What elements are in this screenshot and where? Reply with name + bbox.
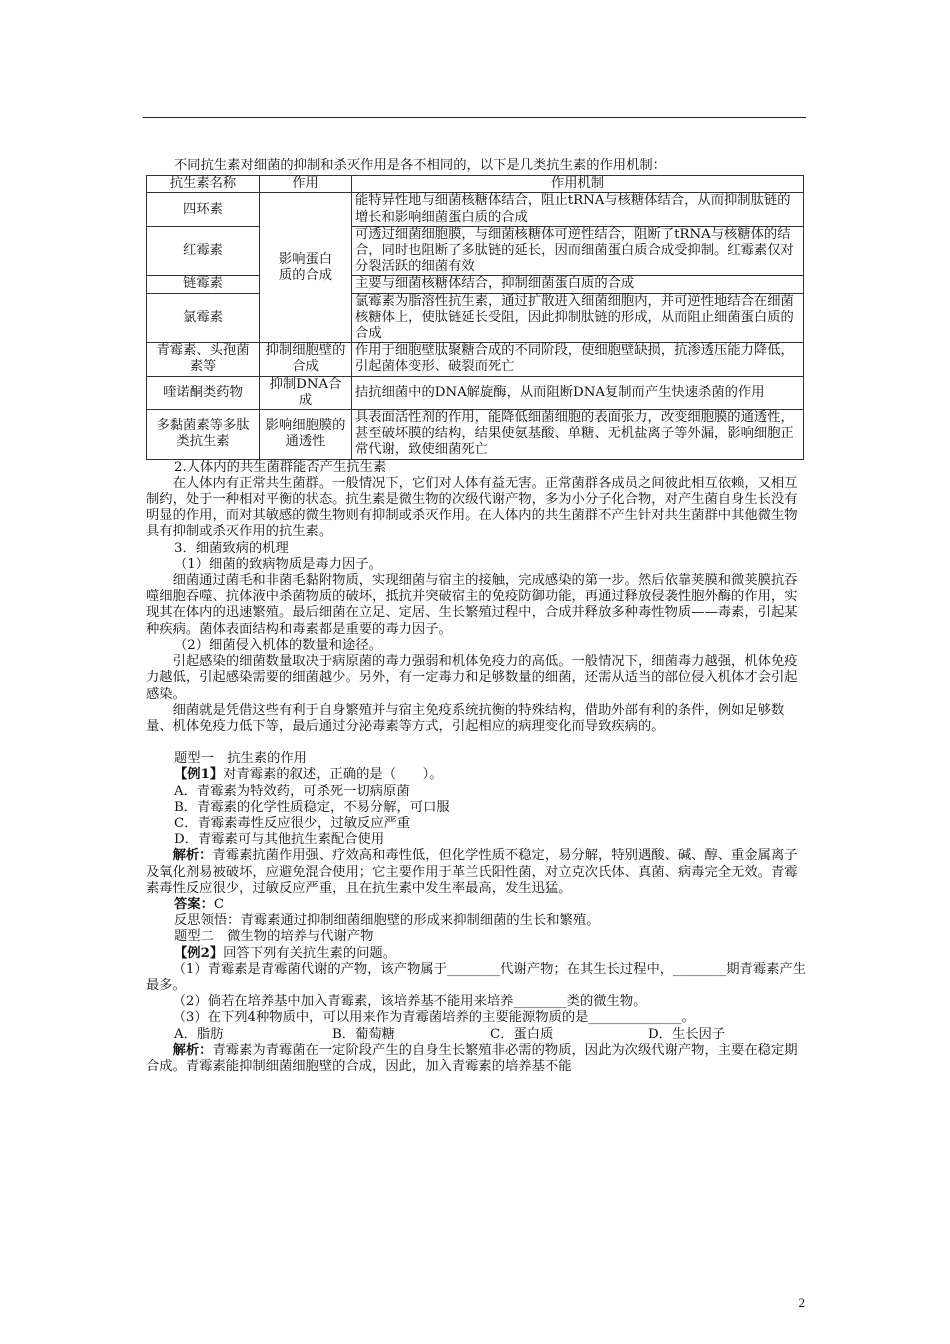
table-row [147, 293, 804, 343]
section-3-paragraph-1: 细菌通过菌毛和非菌毛黏附物质，实现细菌与宿主的接触，完成感染的第一步。然后依靠荚膜和微荚膜抗吞噬细胞吞噬、抗体液中杀菌物质的破坏，抵抗并突破宿主的免疫防御功能，再通过释放侵袭性胞外酶的作用，实现其在体内的迅速繁殖。最后细菌在立足、定居、生长繁殖过程中，合成并释放多种毒性物质——毒素，引起某种疾病。菌体表面结构和毒素都是重要的毒力因子。 [146, 573, 798, 637]
header-mechanism: 作用机制 [352, 176, 804, 193]
antibiotic-name: 红霉素 [147, 226, 260, 276]
section-3-title: 3．细菌致病的机理 [174, 540, 289, 556]
example-1-reflection: 反思领悟：青霉素通过抑制细菌细胞壁的形成来抑制细菌的生长和繁殖。 [174, 913, 600, 929]
mechanism-cell: 主要与细菌核糖体结合，抑制细菌蛋白质的合成 [352, 276, 804, 293]
option: A．脂肪 [174, 1026, 224, 1042]
antibiotic-name: 链霉素 [147, 276, 260, 293]
table-intro: 不同抗生素对细菌的抑制和杀灭作用是各不相同的，以下是几类抗生素的作用机制： [174, 158, 666, 173]
mechanism-cell: 拮抗细菌中的DNA解旋酶，从而阻断DNA复制而产生快速杀菌的作用 [352, 376, 804, 409]
option: B．青霉素的化学性质稳定，不易分解，可口服 [174, 799, 450, 815]
section-3-sub2: （2）细菌侵入机体的数量和途径。 [174, 637, 382, 653]
mechanism-cell: 作用于细胞壁肽聚糖合成的不同阶段，使细胞壁缺损，抗渗透压能力降低，引起菌体变形、破裂而死亡 [352, 343, 804, 376]
section-3-paragraph-3: 细菌就是凭借这些有利于自身繁殖并与宿主免疫系统抗衡的特殊结构，借助外部有利的条件，例如足够数量、机体免疫力低下等，最后通过分泌毒素等方式，引起相应的病理变化而导致疾病的。 [146, 702, 785, 734]
question-3: （3）在下列4种物质中，可以用来作为青霉菌培养的主要能源物质的是______________。 [172, 1010, 695, 1026]
option: D．生长因子 [648, 1026, 726, 1042]
option: B．葡萄糖 [332, 1026, 395, 1042]
option: A．青霉素为特效药，可杀死一切病原菌 [174, 783, 410, 799]
mechanism-cell: 能特异性地与细菌核糖体结合，阻止tRNA与核糖体结合，从而抑制肽链的增长和影响细菌蛋白质的合成 [352, 193, 804, 226]
mechanism-cell: 氯霉素为脂溶性抗生素，通过扩散进入细菌细胞内，并可逆性地结合在细菌核糖体上，使肽链延长受阻，因此抑制肽链的形成，从而阻止细菌蛋白质的合成 [352, 293, 804, 343]
example-1-answer [146, 897, 806, 913]
antibiotic-name: 多黏菌素等多肽类抗生素 [147, 410, 260, 460]
example-2-options [146, 1027, 806, 1043]
header-rule [143, 117, 806, 118]
antibiotic-name: 喹诺酮类药物 [147, 376, 260, 409]
question-1: （1）青霉素是青霉菌代谢的产物，该产物属于________代谢产物；在其生长过程中，________期青霉素产生最多。 [146, 961, 807, 993]
example-1-label: 【例1】 [174, 767, 224, 783]
analysis-label: 解析： [172, 1042, 213, 1058]
antibiotic-name: 四环素 [147, 193, 260, 226]
header-action: 作用 [260, 176, 352, 193]
example-2 [146, 946, 806, 962]
action-cell: 抑制DNA合成 [260, 376, 352, 409]
table-row [147, 226, 804, 276]
example-2-text: 回答下列有关抗生素的问题。 [223, 945, 397, 961]
answer-value: C [213, 896, 225, 912]
question-2: （2）倘若在培养基中加入青霉素，该培养基不能用来培养________类的微生物。 [172, 994, 647, 1010]
analysis-label: 解析： [172, 848, 213, 864]
answer-label: 答案： [174, 896, 214, 912]
section-2-title: 2.人体内的共生菌群能否产生抗生素 [174, 459, 387, 475]
example-1 [146, 767, 806, 783]
section-3-sub1: （1）细菌的致病物质是毒力因子。 [174, 556, 382, 572]
table-row [147, 410, 804, 460]
example-1-analysis [146, 848, 806, 897]
table-row [147, 193, 804, 226]
antibiotic-mechanism-table [146, 175, 804, 459]
mechanism-cell: 可透过细菌细胞膜，与细菌核糖体可逆性结合，阻断了tRNA与核糖体的结合，同时也阻断了多肽链的延长，因而细菌蛋白质合成受抑制。红霉素仅对分裂活跃的细菌有效 [352, 226, 804, 276]
analysis-text: 青霉素抗菌作用强、疗效高和毒性低，但化学性质不稳定，易分解，特别遇酸、碱、醇、重金属离子及氧化剂易被破坏，应避免混合使用；它主要作用于革兰氏阳性菌，对立克次氏体、真菌、病毒完全无效。青霉素毒性反应很少，过敏反应严重，且在抗生素中发生率最高，发生迅猛。 [146, 848, 798, 896]
table-row [147, 276, 804, 293]
table-row [147, 376, 804, 409]
antibiotic-name: 青霉素、头孢菌素等 [147, 343, 260, 376]
table-header-row [147, 176, 804, 193]
question-type-1-title: 题型一 抗生素的作用 [174, 751, 307, 767]
question-type-2-title: 题型二 微生物的培养与代谢产物 [174, 929, 374, 945]
table-row [147, 343, 804, 376]
header-name: 抗生素名称 [147, 176, 260, 193]
antibiotic-name: 氯霉素 [147, 293, 260, 343]
section-2-body: 在人体内有正常共生菌群。一般情况下，它们对人体有益无害。正常菌群各成员之间彼此相互依赖，又相互制约，处于一种相对平衡的状态。抗生素是微生物的次级代谢产物，多为小分子化合物，对产生菌自身生长没有明显的作用，而对其敏感的微生物则有抑制或杀灭作用。在人体内的共生菌群不产生针对共生菌群中其他微生物具有抑制或杀灭作用的抗生素。 [146, 475, 798, 540]
example-2-label: 【例2】 [174, 945, 224, 961]
action-cell: 影响蛋白质的合成 [260, 193, 352, 343]
option: C．蛋白质 [490, 1026, 554, 1042]
option: C．青霉素毒性反应很少，过敏反应严重 [174, 815, 411, 831]
analysis-text: 青霉素为青霉菌在一定阶段产生的自身生长繁殖非必需的物质，因此为次级代谢产物，主要在稳定期合成。青霉素能抑制细菌细胞壁的合成，因此，加入青霉素的培养基不能 [146, 1042, 798, 1074]
section-3-paragraph-2: 引起感染的细菌数量取决于病原菌的毒力强弱和机体免疫力的高低。一般情况下，细菌毒力越强，机体免疫力越低，引起感染需要的细菌越少。另外，有一定毒力和足够数量的细菌，还需从适当的部位侵入机体才会引起感染。 [146, 654, 798, 702]
action-cell: 抑制细胞壁的合成 [260, 343, 352, 376]
example-1-text: 对青霉素的叙述，正确的是（ ）。 [223, 767, 443, 783]
option: D．青霉素可与其他抗生素配合使用 [174, 832, 385, 848]
action-cell: 影响细胞膜的通透性 [260, 410, 352, 460]
example-2-analysis [146, 1043, 806, 1075]
document-body [146, 158, 806, 1075]
mechanism-cell: 具表面活性剂的作用，能降低细菌细胞的表面张力，改变细胞膜的通透性，甚至破坏膜的结构，结果使氨基酸、单糖、无机盐离子等外漏，影响细胞正常代谢，致使细菌死亡 [352, 410, 804, 460]
page-number: 2 [798, 1295, 805, 1310]
